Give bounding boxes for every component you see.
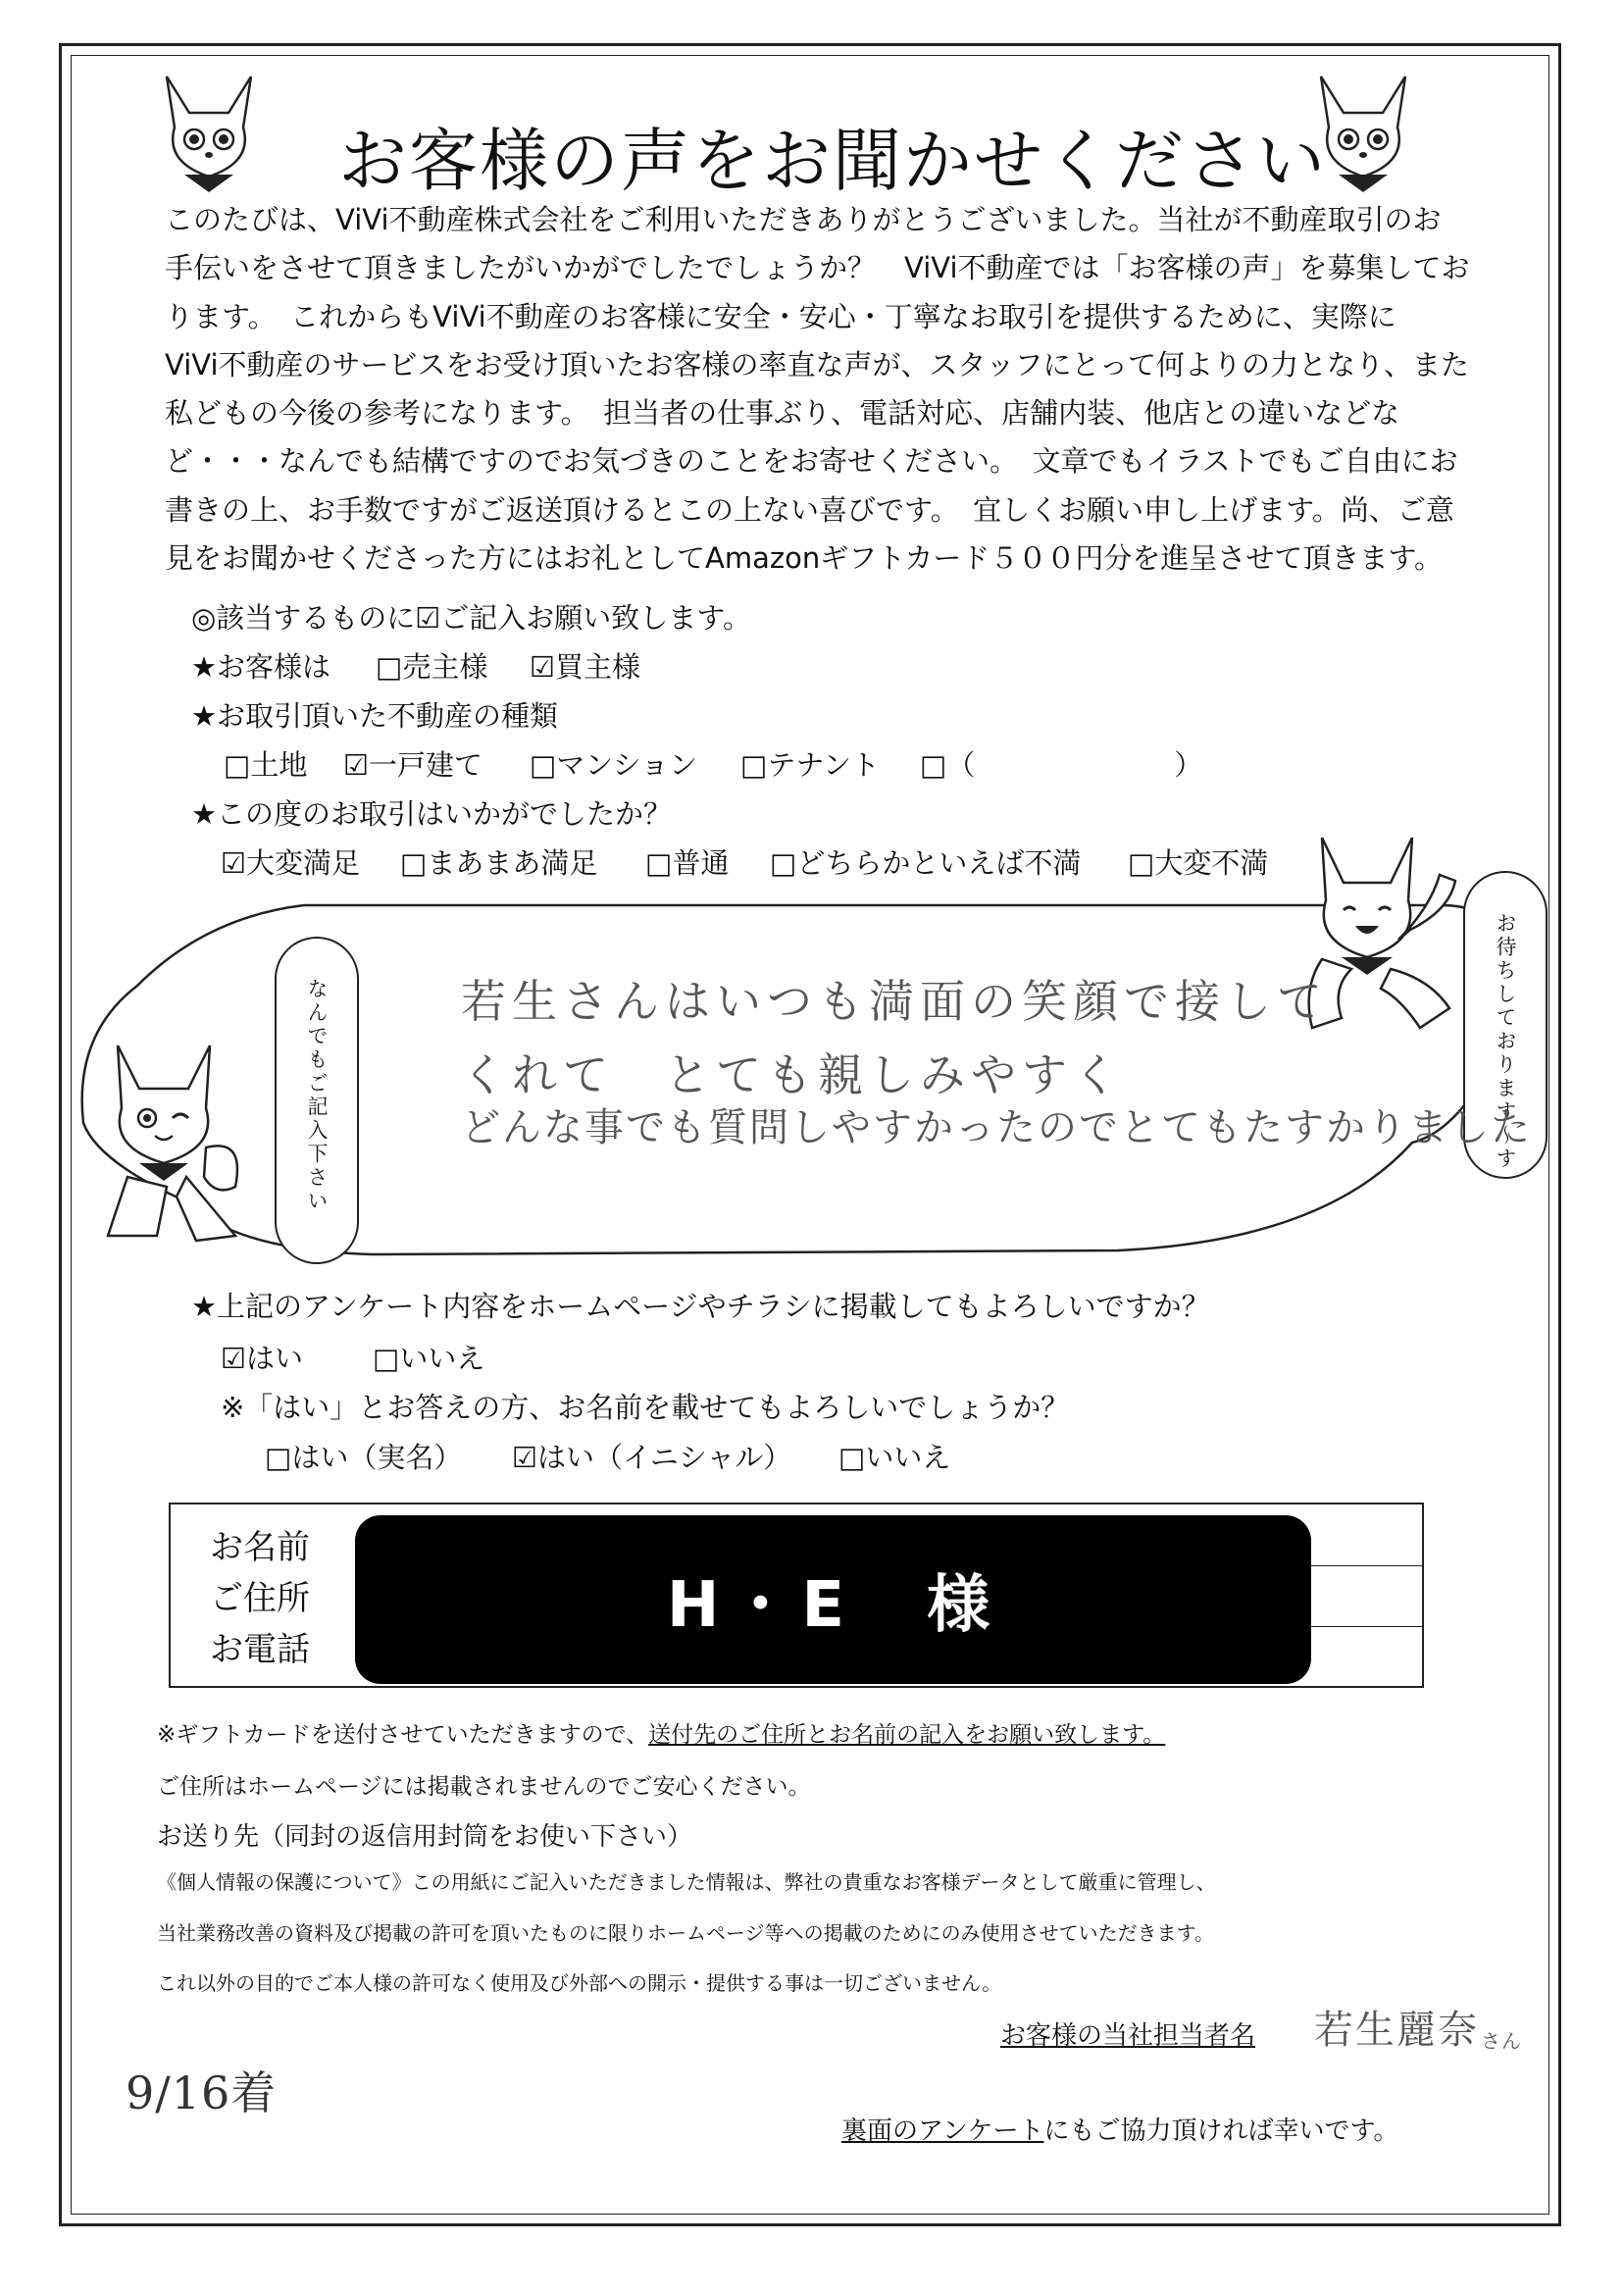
received-date: 9/16着 [126, 2066, 278, 2119]
intro-line: 書きの上、お手数ですがご返送頂けるとこの上ない喜びです。 宜しくお願い申し上げます。尚、ご意 [165, 492, 1454, 527]
address-label: ご住所 [210, 1579, 310, 1618]
gift-note-underlined: 送付先のご住所とお名前の記入をお願い致します。 [648, 1722, 1166, 1748]
q-customer-label: ★お客様は [191, 650, 330, 684]
staff-name: 若生麗奈 [1314, 2008, 1479, 2053]
fox-mascot-winking-icon [98, 1040, 265, 1246]
option-no-name-checkbox[interactable]: □いいえ [838, 1441, 951, 1474]
q-publish-label: ★上記のアンケート内容をホームページやチラシに掲載してもよろしいですか？ [191, 1290, 1210, 1323]
q-name-label: ※「はい」とお答えの方、お名前を載せてもよろしいでしょうか？ [221, 1391, 1070, 1424]
fox-mascot-left-icon [155, 69, 263, 196]
privacy-line: 《個人情報の保護について》この用紙にご記入いただきました情報は、弊社の貴重なお客様データとして厳重に管理し、 [157, 1870, 1216, 1894]
name-label: お名前 [210, 1528, 310, 1567]
footer-note-underlined: 裏面のアンケート [841, 2116, 1044, 2146]
privacy-line: これ以外の目的でご本人様の許可なく使用及び外部への開示・提供する事は一切ございません。 [157, 1971, 1002, 1995]
send-to: お送り先（同封の返信用封筒をお使い下さい） [157, 1822, 693, 1852]
option-tenant-checkbox[interactable]: □テナント [740, 748, 880, 782]
option-very-satisfied-checkbox[interactable]: ☑大変満足 [221, 846, 360, 880]
speech-bubble-right-text: お待ちしております～す [1494, 912, 1517, 1171]
intro-line: このたびは、ViVi不動産株式会社をご利用いただきありがとうございました。当社が不動産取引のお [165, 203, 1442, 236]
intro-text [165, 196, 1518, 583]
option-condo-checkbox[interactable]: □マンション [530, 748, 698, 782]
footer-note [841, 2111, 1398, 2147]
privacy-line: 当社業務改善の資料及び掲載の許可を頂いたものに限りホームページ等への掲載のためにのみ使用させていただきます。 [157, 1921, 1214, 1945]
option-buyer-checkbox[interactable]: ☑買主様 [530, 650, 640, 684]
option-very-dissatisfied-checkbox[interactable]: □大変不満 [1128, 846, 1269, 880]
page-title: お客様の声をお聞かせください [338, 121, 1327, 201]
option-land-checkbox[interactable]: □土地 [224, 748, 308, 782]
customer-name-redaction: H・E 様 [355, 1515, 1311, 1684]
intro-line: ります。 これからもViVi不動産のお客様に安全・安心・丁寧なお取引を提供するために、実際に [165, 299, 1396, 333]
option-realname-checkbox[interactable]: □はい（実名） [265, 1441, 463, 1474]
q-satisfaction-label: ★この度のお取引はいかがでしたか？ [191, 797, 672, 831]
address-note: ご住所はホームページには掲載されませんのでご安心ください。 [157, 1774, 811, 1800]
comment-line: 若生さんはいつも満面の笑顔で接して [461, 975, 1328, 1028]
option-somewhat-dissatisfied-checkbox[interactable]: □どちらかといえば不満 [770, 846, 1082, 880]
option-other-checkbox[interactable]: □（ ） [920, 748, 1203, 782]
speech-bubble-left [275, 937, 359, 1264]
comment-line: くれて とても親しみやすく [461, 1048, 1124, 1101]
option-seller-checkbox[interactable]: □売主様 [376, 650, 488, 684]
staff-label [1000, 2015, 1255, 2052]
speech-bubble-left-text: なんでもご記入下さい [305, 978, 329, 1213]
option-publish-yes-checkbox[interactable]: ☑はい [221, 1342, 303, 1375]
q-property-label: ★お取引頂いた不動産の種類 [191, 699, 558, 733]
option-somewhat-satisfied-checkbox[interactable]: □まあまあ満足 [400, 846, 598, 880]
intro-line: 見をお聞かせくださった方にはお礼としてAmazonギフトカード５００円分を進呈させて頂きます。 [165, 541, 1444, 576]
staff-label-text: お客様の当社担当者名 [1000, 2021, 1256, 2051]
option-publish-no-checkbox[interactable]: □いいえ [373, 1342, 485, 1375]
gift-note-text: ※ギフトカードを送付させていただきますので、 [157, 1722, 649, 1748]
instruction: ◎該当するものに☑ご記入お願い致します。 [191, 601, 751, 635]
option-normal-checkbox[interactable]: □普通 [645, 846, 730, 880]
option-house-checkbox[interactable]: ☑一戸建て [343, 748, 482, 782]
intro-line: 手伝いをさせて頂きましたがいかがでしたでしょうか？ ViVi不動産では「お客様の声」を募集してお [165, 251, 1470, 285]
comment-line: どんな事でも質問しやすかったのでとてもたすかりました [461, 1105, 1532, 1150]
staff-suffix: さん [1481, 2029, 1522, 2053]
gift-note [157, 1716, 1165, 1749]
intro-line: 私どもの今後の参考になります。 担当者の仕事ぶり、電話対応、店舗内装、他店との違いなどな [165, 396, 1400, 431]
intro-line: ど・・・なんでも結構ですのでお気づきのことをお寄せください。 文章でもイラストでもご自由にお [165, 444, 1458, 479]
option-initials-checkbox[interactable]: ☑はい（イニシャル） [512, 1441, 792, 1474]
footer-note-text: にもご協力頂ければ幸いです。 [1043, 2116, 1399, 2146]
phone-label: お電話 [210, 1630, 310, 1669]
intro-line: ViVi不動産のサービスをお受け頂いたお客様の率直な声が、スタッフにとって何よりの力となり、また [165, 347, 1469, 382]
